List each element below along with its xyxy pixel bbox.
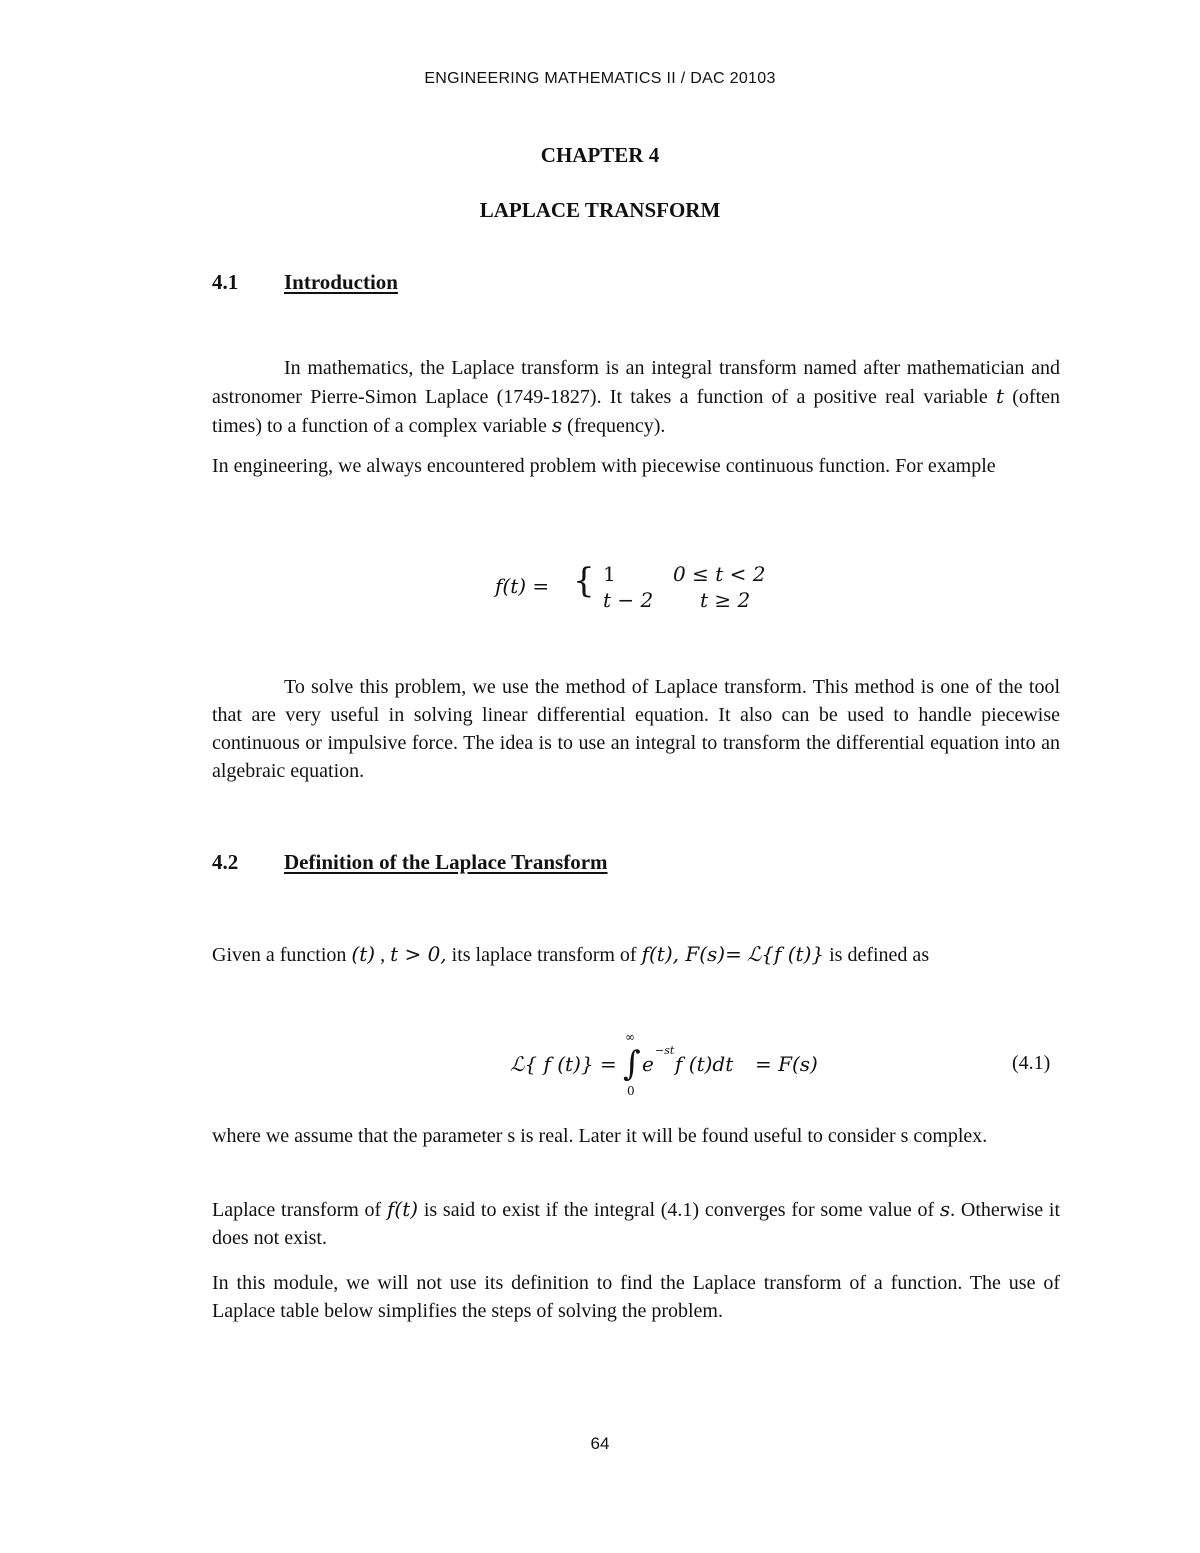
- integral-lower-limit: 0: [627, 1084, 635, 1098]
- left-brace: {: [573, 561, 595, 601]
- section-title-2: Definition of the Laplace Transform: [284, 850, 608, 874]
- laplace-definition-equation: [510, 1030, 830, 1100]
- case1-condition: 0 ≤ t < 2: [673, 562, 766, 586]
- integrand-base: e: [642, 1052, 654, 1076]
- case1-value: 1: [603, 562, 616, 586]
- piecewise-equation: [495, 558, 795, 618]
- equation-label: (4.1): [1012, 1052, 1051, 1074]
- section-number-2: 4.2: [212, 850, 239, 874]
- method-paragraph: To solve this problem, we use the method of Laplace transform. This method is one of the tool that are very useful in solving linear differential equation. It also can be used to handle piecewise continuous or impulsive force. The idea is to use an integral to transform the differential equation into an algebraic equation.: [212, 676, 1060, 782]
- section-title: Introduction: [284, 270, 398, 294]
- section-number: 4.1: [212, 270, 239, 294]
- page-number: 64: [590, 1434, 610, 1453]
- running-header: ENGINEERING MATHEMATICS II / DAC 20103: [424, 70, 776, 87]
- chapter-number: CHAPTER 4: [540, 143, 660, 167]
- piecewise-lhs: f(t) =: [495, 574, 550, 598]
- module-paragraph: In this module, we will not use its definition to find the Laplace transform of a function. The use of Laplace table below simplifies the steps of solving the problem.: [212, 1272, 1060, 1322]
- integrand-exponent: −st: [655, 1044, 675, 1057]
- case2-condition: t ≥ 2: [700, 588, 751, 612]
- existence-paragraph: Laplace transform of f(t) is said to exist if the integral (4.1) converges for some value of s. Otherwise it does not exist.: [212, 1197, 1061, 1249]
- parameter-paragraph: where we assume that the parameter s is real. Later it will be found useful to consider s complex.: [212, 1125, 988, 1147]
- integral-upper-limit: ∞: [625, 1030, 635, 1044]
- definition-intro: Given a function (t) , t > 0, its laplace transform of f(t), F(s)= ℒ{f (t)} is defined as: [212, 942, 930, 966]
- intro-paragraph: In mathematics, the Laplace transform is an integral transform named after mathematician and astronomer Pierre-Simon Laplace (1749-1827). It takes a function of a positive real variable t (often times) to a function of a complex variable s (frequency).: [212, 357, 1061, 437]
- intro-paragraph-2: In engineering, we always encountered problem with piecewise continuous function. For example: [212, 455, 996, 477]
- chapter-title: LAPLACE TRANSFORM: [479, 198, 721, 222]
- equation-rhs: = F(s): [755, 1052, 818, 1076]
- case2-value: t − 2: [603, 588, 654, 612]
- equation-lhs: ℒ{ f (t)} =: [510, 1052, 617, 1076]
- integral-sign: ∫: [623, 1044, 641, 1084]
- integrand-rest: f (t)dt: [675, 1052, 734, 1076]
